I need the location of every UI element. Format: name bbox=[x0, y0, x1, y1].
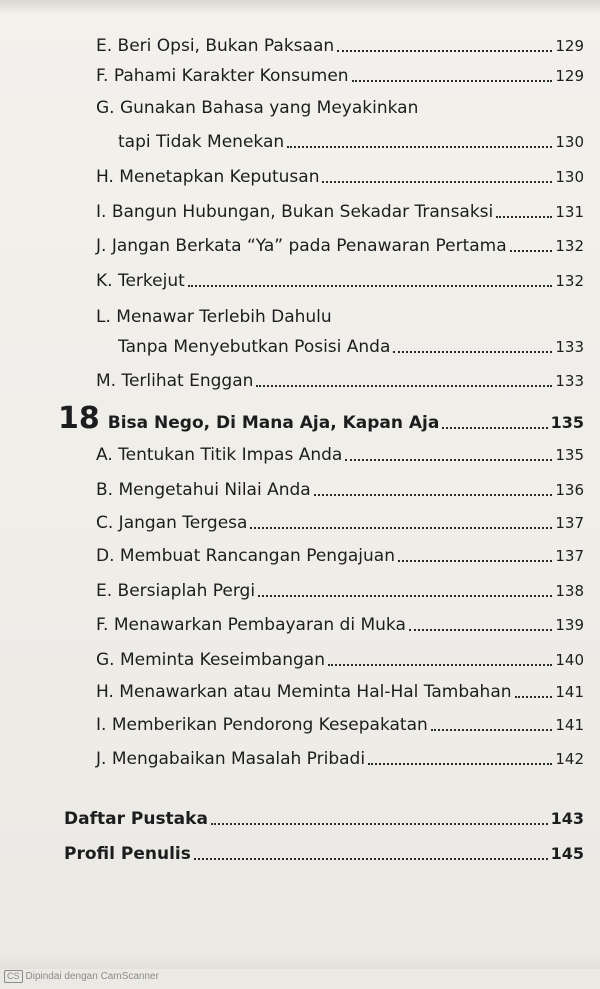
toc-entry-title: Tanpa Menyebutkan Posisi Anda bbox=[118, 337, 391, 357]
toc-entry bbox=[96, 444, 584, 466]
toc-page-number: 145 bbox=[550, 844, 584, 863]
page-top-shadow bbox=[0, 0, 600, 14]
toc-entry bbox=[96, 370, 584, 392]
dot-leader bbox=[431, 728, 553, 731]
toc-entry-title: I. Memberikan Pendorong Kesepakatan bbox=[96, 715, 428, 735]
toc-page-number: 131 bbox=[555, 203, 584, 221]
dot-leader bbox=[211, 822, 548, 825]
dot-leader bbox=[250, 526, 552, 529]
toc-page-number: 137 bbox=[555, 514, 584, 532]
toc-entry bbox=[96, 235, 584, 257]
dot-leader bbox=[398, 559, 552, 562]
toc-entry bbox=[96, 65, 584, 87]
toc-page-number: 142 bbox=[555, 750, 584, 768]
toc-entry-title: C. Jangan Tergesa bbox=[96, 513, 248, 533]
dot-leader bbox=[352, 79, 553, 82]
toc-page-number: 133 bbox=[555, 372, 584, 390]
toc-entry-title: tapi Tidak Menekan bbox=[118, 132, 285, 152]
dot-leader bbox=[368, 762, 552, 765]
dot-leader bbox=[510, 249, 553, 252]
dot-leader bbox=[188, 284, 553, 287]
toc-page-number: 129 bbox=[555, 67, 584, 85]
toc-page-number: 141 bbox=[555, 683, 584, 701]
toc-entry-title: H. Menetapkan Keputusan bbox=[96, 167, 320, 187]
toc-entry bbox=[118, 336, 584, 358]
toc-entry-title-line1: L. Menawar Terlebih Dahulu bbox=[96, 307, 332, 327]
chapter-number: 18 bbox=[58, 401, 100, 436]
dot-leader bbox=[194, 857, 548, 860]
chapter-title: Bisa Nego, Di Mana Aja, Kapan Aja bbox=[107, 413, 440, 433]
dot-leader bbox=[515, 695, 553, 698]
toc-page-number: 140 bbox=[555, 651, 584, 669]
toc-entry-title: M. Terlihat Enggan bbox=[96, 371, 254, 391]
toc-entry bbox=[118, 131, 584, 153]
toc-page-number: 130 bbox=[555, 133, 584, 151]
toc-entry-title: E. Bersiaplah Pergi bbox=[96, 581, 256, 601]
dot-leader bbox=[409, 628, 552, 631]
dot-leader bbox=[442, 426, 547, 429]
toc-entry-title: A. Tentukan Titik Impas Anda bbox=[96, 445, 343, 465]
dot-leader bbox=[287, 145, 552, 148]
toc-entry bbox=[96, 748, 584, 770]
toc-page-number: 138 bbox=[555, 582, 584, 600]
toc-entry bbox=[96, 545, 584, 567]
toc-page-number: 143 bbox=[550, 809, 584, 828]
toc-page-number: 135 bbox=[550, 413, 584, 432]
toc-page-number: 129 bbox=[555, 37, 584, 55]
toc-entry-title: D. Membuat Rancangan Pengajuan bbox=[96, 546, 395, 566]
toc-entry-title: G. Meminta Keseimbangan bbox=[96, 650, 325, 670]
toc-entry bbox=[96, 270, 584, 292]
toc-entry-title: J. Mengabaikan Masalah Pribadi bbox=[96, 749, 366, 769]
toc-entry bbox=[96, 201, 584, 223]
dot-leader bbox=[322, 180, 552, 183]
toc-page-number: 141 bbox=[555, 716, 584, 734]
toc-entry bbox=[96, 714, 584, 736]
dot-leader bbox=[345, 458, 552, 461]
dot-leader bbox=[314, 493, 553, 496]
dot-leader bbox=[337, 49, 552, 52]
toc-entry-title: H. Menawarkan atau Meminta Hal-Hal Tambahan bbox=[96, 682, 512, 702]
camscanner-logo-icon: CS bbox=[4, 970, 23, 983]
toc-entry-title: K. Terkejut bbox=[96, 271, 185, 291]
toc-page-number: 137 bbox=[555, 547, 584, 565]
toc-entry-title: I. Bangun Hubungan, Bukan Sekadar Transaksi bbox=[96, 202, 494, 222]
toc-entry bbox=[96, 512, 584, 534]
toc-page-number: 135 bbox=[555, 446, 584, 464]
toc-page-number: 130 bbox=[555, 168, 584, 186]
scanner-watermark bbox=[4, 970, 159, 983]
toc-entry-title: F. Pahami Karakter Konsumen bbox=[96, 66, 349, 86]
toc-entry bbox=[96, 166, 584, 188]
toc-entry-title: Profil Penulis bbox=[64, 844, 191, 864]
toc-entry-title: Daftar Pustaka bbox=[64, 809, 208, 829]
toc-entry-title-line1: G. Gunakan Bahasa yang Meyakinkan bbox=[96, 98, 419, 118]
toc-entry bbox=[96, 479, 584, 501]
toc-page-number: 133 bbox=[555, 338, 584, 356]
toc-entry-title: J. Jangan Berkata “Ya” pada Penawaran Pertama bbox=[96, 236, 507, 256]
toc-page-number: 132 bbox=[555, 237, 584, 255]
dot-leader bbox=[256, 384, 552, 387]
dot-leader bbox=[258, 594, 552, 597]
toc-entry bbox=[96, 580, 584, 602]
toc-entry bbox=[96, 614, 584, 636]
toc-page-number: 139 bbox=[555, 616, 584, 634]
dot-leader bbox=[328, 663, 552, 666]
toc-entry bbox=[96, 681, 584, 703]
toc-chapter-entry bbox=[58, 401, 584, 436]
toc-entry-title: F. Menawarkan Pembayaran di Muka bbox=[96, 615, 406, 635]
toc-back-entry bbox=[64, 843, 584, 865]
scanner-watermark-text: Dipindai dengan CamScanner bbox=[25, 971, 159, 982]
toc-entry-title: B. Mengetahui Nilai Anda bbox=[96, 480, 311, 500]
toc-page-number: 132 bbox=[555, 272, 584, 290]
toc-entry bbox=[96, 35, 584, 57]
toc-entry-title: E. Beri Opsi, Bukan Paksaan bbox=[96, 36, 335, 56]
toc-back-entry bbox=[64, 808, 584, 830]
dot-leader bbox=[496, 215, 552, 218]
page-bottom-shadow bbox=[0, 955, 600, 969]
toc-page-number: 136 bbox=[555, 481, 584, 499]
dot-leader bbox=[393, 350, 552, 353]
toc-entry bbox=[96, 649, 584, 671]
